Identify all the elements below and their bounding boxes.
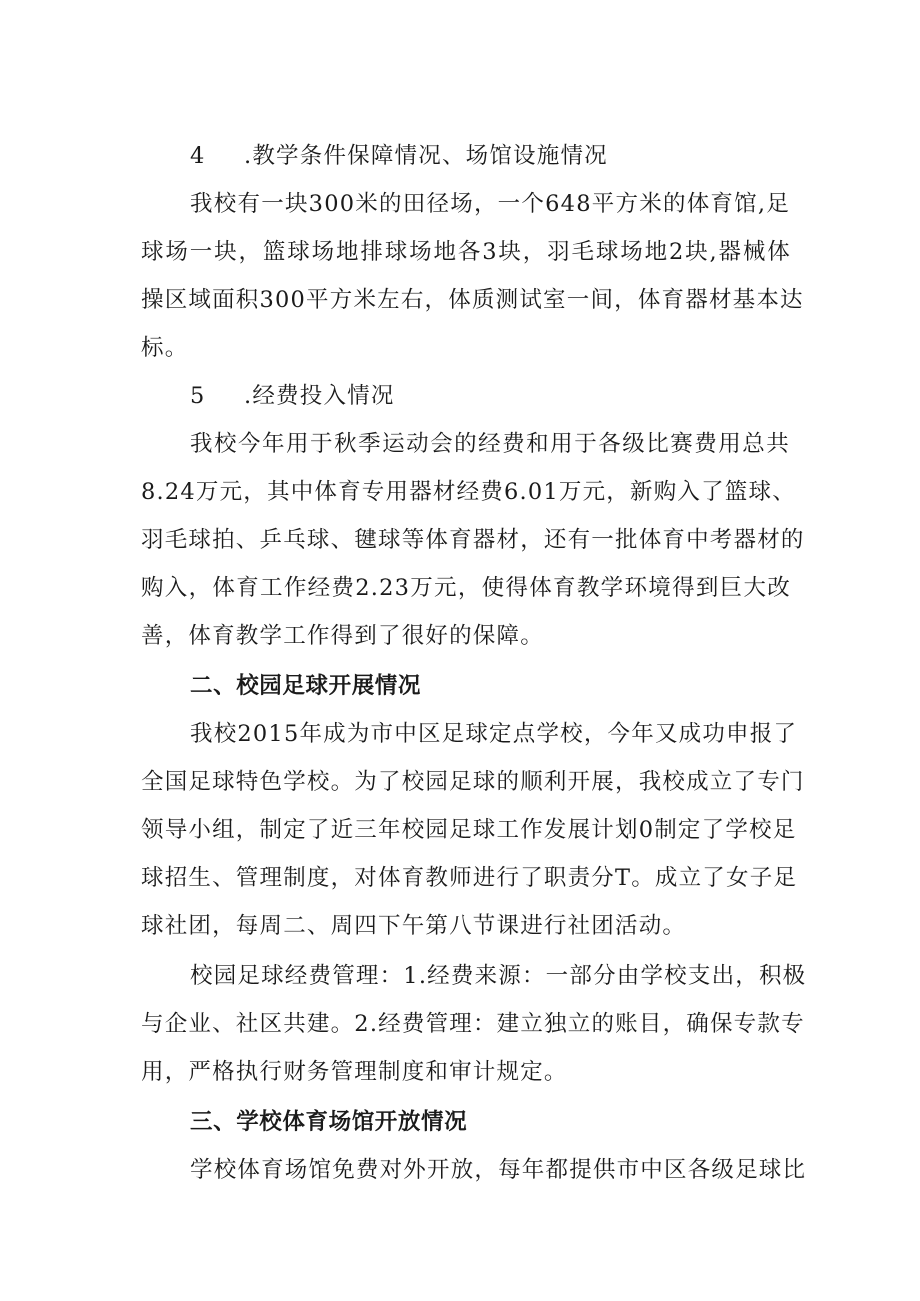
section-5-line-4: 购入，体育工作经费2.23万元，使得体育教学环境得到巨大改 bbox=[141, 575, 791, 601]
part-2-para-1-line-1: 我校2015年成为市中区足球定点学校，今年又成功申报了 bbox=[190, 721, 798, 747]
section-5-line-5: 善，体育教学工作得到了很好的保障。 bbox=[141, 623, 544, 649]
part-2-para-2-line-3: 用，严格执行财务管理制度和审计规定。 bbox=[141, 1059, 568, 1085]
part-3-heading: 三、学校体育场馆开放情况 bbox=[190, 1109, 468, 1135]
part-2-para-1-line-2: 全国足球特色学校。为了校园足球的顺利开展，我校成立了专门 bbox=[141, 769, 805, 795]
part-3-line-1: 学校体育场馆免费对外开放，每年都提供市中区各级足球比 bbox=[190, 1157, 807, 1183]
section-4-number: 4 bbox=[190, 143, 206, 169]
section-5-line-2: 8.24万元，其中体育专用器材经费6.01万元，新购入了篮球、 bbox=[141, 479, 796, 505]
section-5-line-1: 我校今年用于秋季运动会的经费和用于各级比赛费用总共 bbox=[190, 431, 790, 457]
section-4-heading bbox=[190, 141, 840, 171]
part-2-heading: 二、校园足球开展情况 bbox=[190, 673, 422, 699]
section-4-line-1: 我校有一块300米的田径场，一个648平方米的体育馆,足 bbox=[190, 191, 790, 217]
part-2-para-1-line-3: 领导小组，制定了近三年校园足球工作发展计划0制定了学校足 bbox=[141, 817, 797, 843]
section-4-line-3: 操区域面积300平方米左右，体质测试室一间，体育器材基本达 bbox=[141, 287, 804, 313]
section-5-number: 5 bbox=[190, 383, 206, 409]
section-4-line-4: 标。 bbox=[141, 335, 189, 361]
section-4-line-2: 球场一块，篮球场地排球场地各3块，羽毛球场地2块,器械体 bbox=[141, 239, 791, 265]
section-5-line-3: 羽毛球拍、乒乓球、毽球等体育器材，还有一批体育中考器材的 bbox=[141, 527, 805, 553]
section-5-title: .经费投入情况 bbox=[244, 383, 395, 409]
part-2-para-1-line-4: 球招生、管理制度，对体育教师进行了职责分T。成立了女子足 bbox=[141, 865, 798, 891]
part-2-para-2-line-1: 校园足球经费管理：1.经费来源：一部分由学校支出，积极 bbox=[190, 963, 807, 989]
section-4-title: .教学条件保障情况、场馆设施情况 bbox=[244, 143, 608, 169]
section-5-heading bbox=[190, 381, 840, 411]
part-2-para-2-line-2: 与企业、社区共建。2.经费管理：建立独立的账目，确保专款专 bbox=[141, 1011, 805, 1037]
part-2-para-1-line-5: 球社团，每周二、周四下午第八节课进行社团活动。 bbox=[141, 913, 687, 939]
